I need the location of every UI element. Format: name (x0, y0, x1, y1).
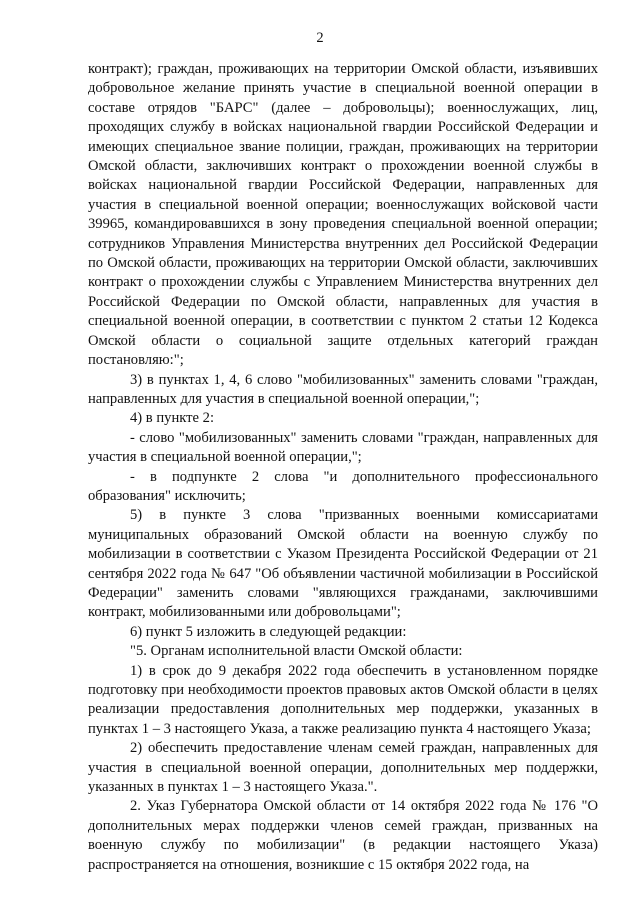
document-body (88, 60, 598, 875)
paragraph-item-4-dash-2: - в подпункте 2 слова "и дополнительного профессионального образования" исключить; (88, 468, 598, 504)
paragraph-continuation: контракт); граждан, проживающих на территории Омской области, изъявивших добровольное желание принять участие в специальной военной операции в составе отрядов "БАРС" (далее – добровольцы); военнослужащих, лиц, проходящих службу в войсках национальной гвардии Российской Федерации и имеющих специальное звание полиции, граждан, проживающих на территории Омской области, заключивших контракт о прохождении военной службы в войсках национальной гвардии Российской Федерации, направленных для участия в специальной военной операции; военнослужащих войсковой части 39965, командировавшихся в зону проведения специальной военной операции; сотрудников Управления Министерства внутренних дел Российской Федерации по Омской области, проживающих на территории Омской области, заключивших контракт о прохождении службы с Управлением Министерства внутренних дел Российской Федерации по Омской области, направленных для участия в специальной военной операции, в соответствии с пунктом 2 статьи 12 Кодекса Омской области о социальной защите отдельных категорий граждан постановляю:"; (88, 61, 598, 369)
paragraph-item-6: 6) пункт 5 изложить в следующей редакции: (130, 623, 407, 640)
paragraph-item-4-dash-1: - слово "мобилизованных" заменить словами "граждан, направленных для участия в специальной военной операции,"; (88, 429, 598, 466)
paragraph-clause-5-sub-1: 1) в срок до 9 декабря 2022 года обеспечить в установленном порядке подготовку при необходимости проектов правовых актов Омской области в целях реализации предоставления дополнительных мер поддержки, указанных в пунктах 1 – 3 настоящего Указа, а также реализацию пункта 4 настоящего Указа; (88, 662, 598, 737)
page-number: 2 (316, 30, 324, 46)
paragraph-section-2: 2. Указ Губернатора Омской области от 14 октября 2022 года № 176 "О дополнительных мерах поддержки членов семей граждан, призванных на военную службу по мобилизации" (в редакции настоящего Указа) распространяется на отношения, возникшие с 15 октября 2022 года, на (88, 798, 598, 873)
paragraph-item-4: 4) в пункте 2: (130, 410, 215, 427)
paragraph-clause-5-sub-2: 2) обеспечить предоставление членам семей граждан, направленных для участия в специальной военной операции, дополнительных мер поддержки, указанных в пунктах 1 – 3 настоящего Указа.". (88, 740, 598, 796)
paragraph-item-3: 3) в пунктах 1, 4, 6 слово "мобилизованных" заменить словами "граждан, направленных для участия в специальной военной операции,"; (88, 371, 598, 407)
paragraph-clause-5-heading: "5. Органам исполнительной власти Омской области: (130, 643, 463, 660)
paragraph-item-5: 5) в пункте 3 слова "призванных военными комиссариатами муниципальных образований Омской области на военную службу по мобилизации в соответствии с Указом Президента Российской Федерации от 21 сентября 2022 года № 647 "Об объявлении частичной мобилизации в Российской Федерации" заменить словами "являющихся гражданами, заключившими контракт, мобилизованными или добровольцами"; (88, 507, 598, 621)
